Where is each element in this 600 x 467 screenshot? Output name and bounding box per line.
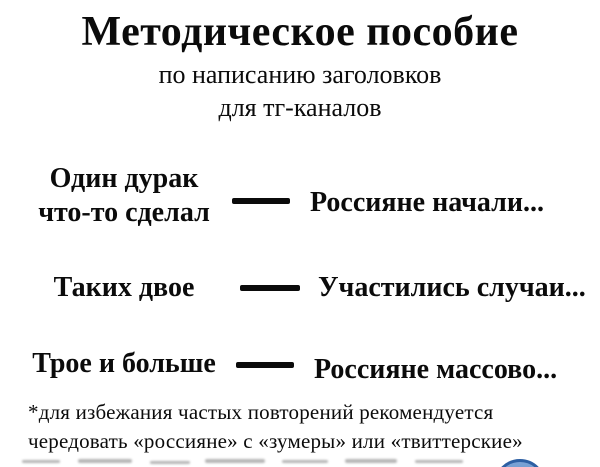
cutoff-mark: [78, 459, 132, 463]
left-term-2: Таких двое: [53, 272, 195, 303]
cutoff-mark: [415, 460, 463, 463]
cutoff-mark: [345, 459, 397, 463]
left-term-1-line-2: что-то сделал: [38, 197, 210, 228]
right-phrase-1: Россияне начали...: [310, 187, 544, 218]
right-phrase-2: Участились случаи...: [318, 272, 586, 303]
left-term-1-line-1: Один дурак: [49, 163, 199, 194]
page-title: Методическое пособие: [81, 9, 519, 55]
subtitle-line-1: по написанию заголовков: [158, 60, 442, 89]
connector-dash-1: [232, 198, 290, 204]
right-phrase-3: Россияне массово...: [314, 354, 558, 385]
connector-dash-2: [240, 285, 300, 291]
connector-dash-3: [236, 362, 294, 368]
cutoff-mark: [22, 460, 60, 463]
footnote-line-2: чередовать «россияне» с «зумеры» или «твиттерские»: [28, 429, 523, 453]
footnote-line-1: *для избежания частых повторений рекомендуется: [28, 400, 494, 424]
left-term-1: [0, 162, 248, 230]
subtitle-line-2: для тг-каналов: [218, 93, 382, 122]
cutoff-mark: [150, 461, 190, 464]
cutoff-mark: [282, 460, 328, 463]
footnote: [28, 398, 523, 456]
page-subtitle: [0, 58, 600, 124]
cutoff-mark: [205, 459, 265, 463]
left-term-3: Трое и больше: [32, 348, 216, 379]
